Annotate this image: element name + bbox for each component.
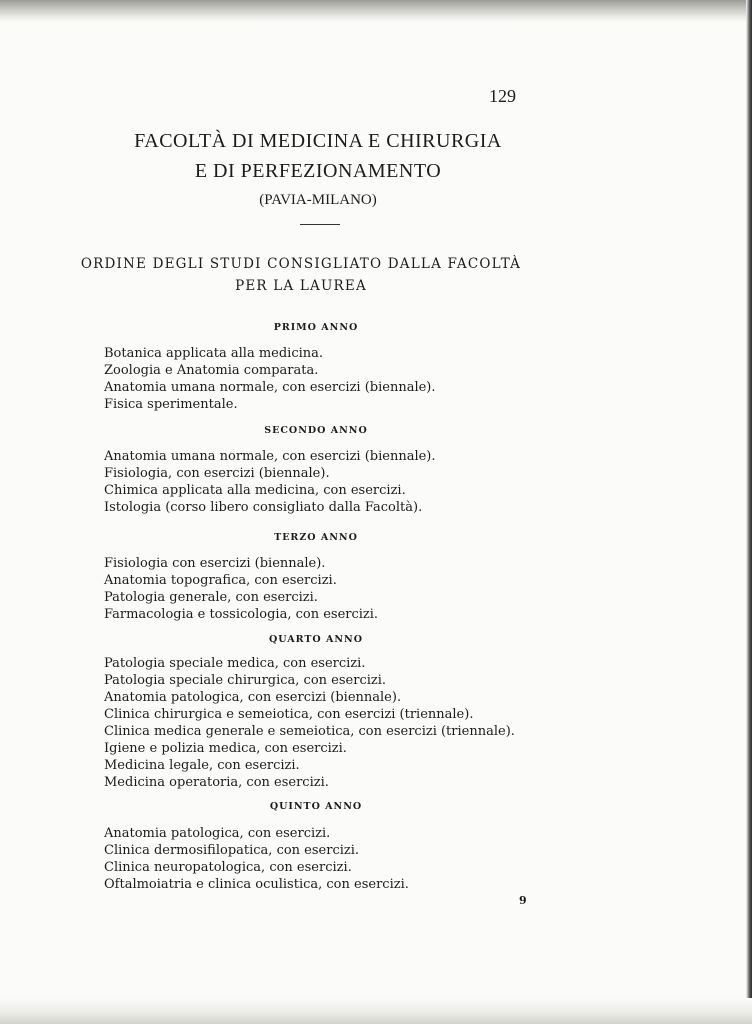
course-item: Patologia speciale chirurgica, con esercizi.	[104, 673, 387, 688]
course-item: Botanica applicata alla medicina.	[104, 346, 324, 361]
section-heading-continued: PER LA LAUREA	[235, 278, 367, 294]
course-item: Clinica chirurgica e semeiotica, con esercizi (triennale).	[104, 707, 474, 722]
course-item: Igiene e polizia medica, con esercizi.	[104, 741, 347, 756]
scan-right-edge	[746, 0, 752, 1024]
course-list-secondo	[104, 448, 436, 516]
page-number: 129	[489, 86, 516, 106]
course-list-terzo	[104, 555, 378, 623]
section-heading: ORDINE DEGLI STUDI CONSIGLIATO DALLA FACOLTÀ	[80, 256, 522, 272]
course-item: Anatomia umana normale, con esercizi (biennale).	[104, 449, 436, 464]
course-item: Farmacologia e tossicologia, con esercizi.	[104, 607, 379, 622]
course-list-quinto	[104, 825, 409, 893]
course-item: Anatomia umana normale, con esercizi (biennale).	[104, 380, 436, 395]
course-item: Medicina legale, con esercizi.	[104, 758, 300, 773]
course-item: Clinica medica generale e semeiotica, con esercizi (triennale).	[104, 724, 515, 739]
year-heading-secondo: SECONDO ANNO	[264, 425, 368, 436]
course-item: Anatomia patologica, con esercizi (biennale).	[104, 690, 402, 705]
course-list-primo	[104, 345, 436, 413]
year-heading-quinto: QUINTO ANNO	[269, 801, 363, 812]
faculty-title: FACOLTÀ DI MEDICINA E CHIRURGIA	[134, 130, 502, 152]
course-item: Istologia (corso libero consigliato dalla Facoltà).	[104, 500, 423, 515]
course-item: Medicina operatoria, con esercizi.	[104, 775, 329, 790]
title-divider	[300, 224, 340, 225]
course-item: Patologia generale, con esercizi.	[104, 590, 318, 605]
course-item: Patologia speciale medica, con esercizi.	[104, 656, 366, 671]
course-item: Fisiologia con esercizi (biennale).	[104, 556, 326, 571]
course-item: Anatomia topografica, con esercizi.	[104, 573, 337, 588]
scan-bottom-edge	[0, 998, 752, 1024]
course-item: Clinica dermosifilopatica, con esercizi.	[104, 843, 360, 858]
course-item: Chimica applicata alla medicina, con esercizi.	[104, 483, 406, 498]
year-heading-primo: PRIMO ANNO	[273, 322, 359, 333]
signature-mark: 9	[519, 894, 527, 907]
course-item: Clinica neuropatologica, con esercizi.	[104, 860, 352, 875]
course-item: Oftalmoiatria e clinica oculistica, con esercizi.	[104, 877, 409, 892]
course-list-quarto	[104, 655, 515, 791]
course-item: Fisiologia, con esercizi (biennale).	[104, 466, 330, 481]
course-item: Fisica sperimentale.	[104, 397, 238, 412]
course-item: Anatomia patologica, con esercizi.	[104, 826, 331, 841]
course-item: Zoologia e Anatomia comparata.	[104, 363, 319, 378]
faculty-subtitle: E DI PERFEZIONAMENTO	[194, 160, 442, 182]
year-heading-quarto: QUARTO ANNO	[268, 634, 364, 645]
faculty-location: (PAVIA-MILANO)	[259, 192, 377, 208]
scan-top-edge	[0, 0, 752, 22]
year-heading-terzo: TERZO ANNO	[274, 532, 358, 543]
